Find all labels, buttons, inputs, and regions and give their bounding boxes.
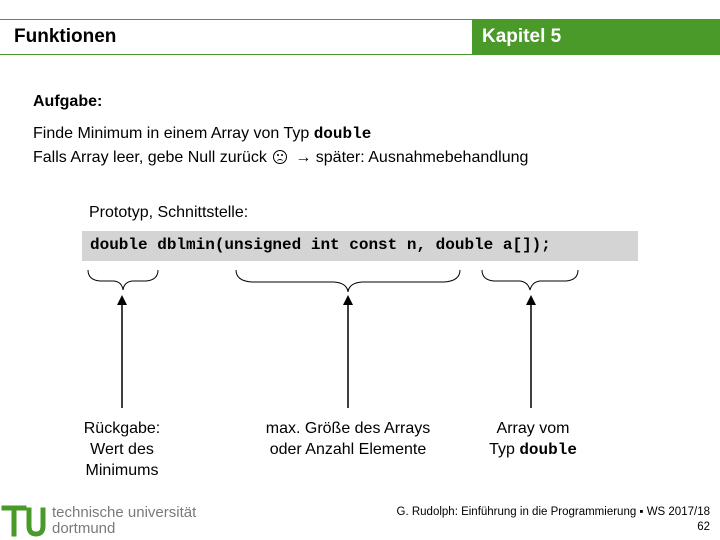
annotation-array-type-text: Typ bbox=[489, 441, 520, 458]
slide-title: Funktionen bbox=[14, 26, 117, 47]
university-logo-text bbox=[52, 505, 196, 537]
prototype-label: Prototyp, Schnittstelle: bbox=[89, 204, 249, 221]
university-name-line2: dortmund bbox=[52, 520, 116, 537]
task-heading: Aufgabe: bbox=[33, 93, 103, 110]
page-number: 62 bbox=[697, 521, 710, 533]
type-double-code: double bbox=[313, 125, 372, 143]
chapter-label: Kapitel 5 bbox=[482, 26, 562, 47]
task-line-2-text: Falls Array leer, gebe Null zurück bbox=[33, 149, 267, 166]
footer-credit-text: G. Rudolph: Einführung in die Programmierung ▪ WS 2017/18 bbox=[396, 506, 710, 518]
annotation-array-type-code: double bbox=[519, 441, 577, 459]
brace-return bbox=[88, 270, 158, 290]
university-name-line1: technische universität bbox=[52, 504, 197, 521]
annotation-size bbox=[248, 418, 448, 460]
brace-array bbox=[482, 270, 578, 290]
annotation-size-line2: oder Anzahl Elemente bbox=[269, 441, 427, 458]
brace-size bbox=[236, 270, 460, 292]
annotation-array bbox=[466, 418, 600, 461]
annotation-array-line1: Array vom bbox=[496, 420, 570, 437]
annotation-size-line1: max. Größe des Arrays bbox=[265, 420, 431, 437]
annotation-array-line2 bbox=[466, 439, 600, 461]
annotation-return-line3: Minimums bbox=[85, 462, 159, 479]
task-line-1-text: Finde Minimum in einem Array von Typ bbox=[33, 125, 314, 142]
tu-logo-icon bbox=[0, 500, 52, 540]
task-line-2-suffix: → später: Ausnahmebehandlung bbox=[295, 149, 529, 166]
prototype-code: double dblmin(unsigned int const n, double a[]); bbox=[90, 236, 551, 254]
annotation-return-line2: Wert des bbox=[90, 441, 154, 458]
annotation-return bbox=[62, 418, 182, 481]
annotation-return-line1: Rückgabe: bbox=[83, 420, 161, 437]
footer-credit bbox=[397, 505, 710, 535]
